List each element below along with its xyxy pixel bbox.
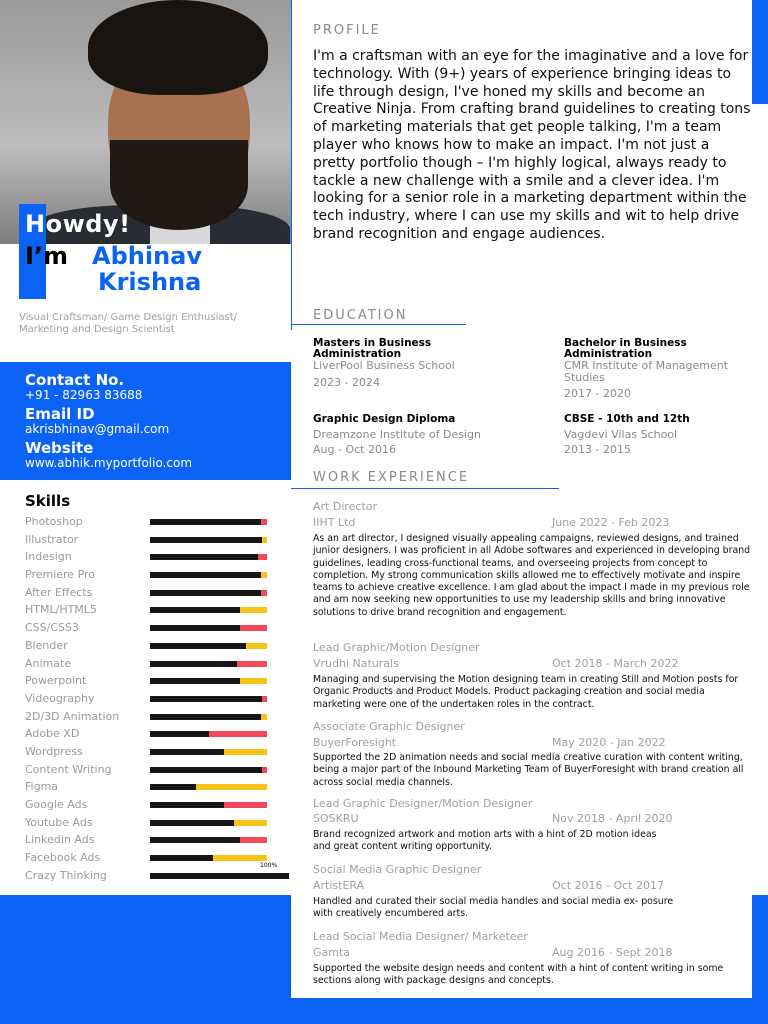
skill-bar (150, 873, 267, 879)
skill-bar-fill (150, 625, 240, 631)
education-item (564, 414, 764, 456)
skill-bar-fill (150, 855, 213, 861)
skill-bar-fill (150, 820, 234, 826)
job-dates: June 2022 - Feb 2023 (552, 516, 670, 529)
skill-name: Facebook Ads (25, 851, 101, 865)
skill-bar (150, 554, 267, 560)
greeting: Howdy! (25, 210, 131, 238)
skill-bar (150, 837, 267, 843)
skill-row (25, 548, 291, 566)
skill-bar-fill (150, 873, 289, 879)
skill-bar (150, 731, 267, 737)
website-label: Website (25, 439, 94, 457)
skill-row (25, 796, 291, 814)
years: 2013 - 2015 (564, 442, 631, 456)
job-role: Associate Graphic Designer (313, 720, 465, 733)
years: Aug - Oct 2016 (313, 442, 396, 456)
job-description: Supported the 2D animation needs and social media creative curation with content writing, being a major part of the Inbound Marketing Team of BuyerForesight with brand creation all across social media channels. (313, 752, 744, 788)
skill-row (25, 584, 291, 602)
skill-bar-fill (150, 678, 240, 684)
job-company: IIHT Ltd (313, 516, 356, 529)
skill-row (25, 531, 291, 549)
email-link[interactable]: akrisbhinav@gmail.com (25, 422, 170, 436)
right-accent-strip (752, 0, 768, 104)
job-role: Lead Graphic Designer/Motion Designer (313, 797, 533, 810)
skill-bar-fill (150, 590, 261, 596)
education-underline (291, 324, 466, 325)
skills-list (25, 513, 291, 884)
job-description: Brand recognized artwork and motion arts with a hint of 2D motion ideas and great content writing opportunity. (313, 829, 657, 853)
degree: Graphic Design Diploma (313, 413, 456, 425)
skill-name: HTML/HTML5 (25, 603, 97, 617)
skill-bar-fill (150, 731, 209, 737)
skill-name: Blender (25, 638, 68, 652)
skill-bar (150, 714, 267, 720)
skill-name: Premiere Pro (25, 568, 96, 582)
skill-row (25, 708, 291, 726)
institute: Dreamzone Institute of Design (313, 428, 481, 441)
experience-title: WORK EXPERIENCE (313, 470, 470, 485)
skill-name: Illustrator (25, 532, 79, 546)
job-dates: Nov 2018 - April 2020 (552, 812, 673, 825)
skill-bar (150, 767, 267, 773)
job-role: Social Media Graphic Designer (313, 863, 482, 876)
skill-row (25, 761, 291, 779)
skill-bar (150, 820, 267, 826)
degree: CBSE - 10th and 12th (564, 413, 690, 425)
degree: Masters in Business Administration (313, 337, 432, 360)
skill-bar (150, 661, 267, 667)
job-dates: Oct 2018 - March 2022 (552, 657, 679, 670)
im-text: I’m (25, 242, 69, 270)
skill-row (25, 601, 291, 619)
skill-bar (150, 625, 267, 631)
skill-bar-fill (150, 784, 196, 790)
skill-bar-fill (150, 537, 262, 543)
skill-row (25, 655, 291, 673)
skill-bar (150, 572, 267, 578)
last-name: Krishna (98, 268, 202, 296)
skill-bar (150, 537, 267, 543)
skill-bar (150, 855, 267, 861)
phone-label: Contact No. (25, 371, 125, 389)
tagline: Visual Craftsman/ Game Design Enthusiast/ Marketing and Design Scientist (19, 312, 238, 335)
skill-bar (150, 749, 267, 755)
skill-bar-fill (150, 607, 240, 613)
skill-row (25, 566, 291, 584)
skill-name: Content Writing (25, 762, 112, 776)
skill-name: Google Ads (25, 798, 88, 811)
skill-bar-fill (150, 837, 240, 843)
job-company: SOSKRU (313, 812, 359, 825)
experience-underline (291, 488, 559, 489)
skill-row (25, 849, 291, 867)
skill-name: Linkedin Ads (25, 833, 95, 847)
job-company: Vrudhi Naturals (313, 657, 399, 670)
first-name: Abhinav (92, 242, 202, 270)
years: 2023 - 2024 (313, 375, 380, 389)
phone-value: +91 - 82963 83688 (25, 388, 143, 402)
skill-bar-fill (150, 572, 261, 578)
skill-bar-fill (150, 643, 246, 649)
skill-name: Wordpress (25, 744, 83, 758)
job-company: BuyerForesight (313, 736, 397, 749)
crazy-thinking-note: 100% (260, 862, 278, 869)
job-role: Art Director (313, 500, 378, 513)
skill-name: Powerpoint (25, 674, 87, 688)
education-item (313, 414, 513, 456)
profile-text: I'm a craftsman with an eye for the imaginative and a love for technology. With (9+) years of experience bringing ideas to life through design, I've honed my skills and become an Creative Ninja. From crafting brand guidelines to creating tons of marketing materials that get people talking, I'm a team player who knows how to make an impact. I'm not just a pretty portfolio though – I'm highly logical, always ready to tackle a new challenge with a smile and a clever idea. I'm looking for a senior role in a marketing department within the tech industry, where I can use my skills and wit to help drive brand recognition and engage audiences. (313, 48, 751, 242)
skill-row (25, 637, 291, 655)
job-description: Supported the website design needs and content with a hint of content writing in some sections along with package designs and concepts. (313, 963, 724, 987)
job-dates: Oct 2016 - Oct 2017 (552, 879, 664, 892)
skill-bar (150, 590, 267, 596)
institute: CMR Institute of Management Studies (564, 359, 729, 384)
skill-bar-fill (150, 519, 261, 525)
skill-row (25, 619, 291, 637)
job-description: Handled and curated their social media handles and social media ex- posure with creatively encumbered arts. (313, 896, 674, 920)
institute: LiverPool Business School (313, 359, 455, 372)
skill-name: CSS/CSS3 (25, 621, 79, 635)
years: 2017 - 2020 (564, 387, 631, 400)
job-description: As an art director, I designed visually appealing campaigns, reviewed designs, and trained junior designers. I was proficient in all Adobe softwares and experienced in developing brand guidelines, leading cross-functional teams, and overseeing projects from concept to completion. My strong communication skills allowed me to effectively motivate and inspire teams to achieve creative excellence. I am glad about the impact I made in my previous role and am now seeking new opportunities to use my leadership skills and bring innovative solutions to drive brand recognition and engagement. (313, 533, 751, 618)
job-company: Gamta (313, 946, 351, 959)
skill-bar-fill (150, 661, 237, 667)
job-company: ArtistERA (313, 879, 365, 892)
skill-name: Indesign (25, 550, 72, 564)
skill-bar-fill (150, 696, 262, 702)
skill-bar (150, 643, 267, 649)
education-title: EDUCATION (313, 308, 408, 323)
skill-name: 2D/3D Animation (25, 709, 120, 723)
skill-bar (150, 519, 267, 525)
degree: Bachelor in Business Administration (564, 337, 687, 360)
email-label: Email ID (25, 405, 95, 423)
skill-bar (150, 678, 267, 684)
education-item (313, 338, 513, 389)
education-item (564, 338, 764, 400)
skill-name: Adobe XD (25, 727, 80, 741)
skill-name: After Effects (25, 585, 93, 599)
skill-row (25, 831, 291, 849)
skill-row (25, 778, 291, 796)
institute: Vagdevi Vilas School (564, 428, 678, 441)
skill-bar (150, 696, 267, 702)
skill-name: Videography (25, 691, 95, 705)
skill-bar-fill (150, 714, 261, 720)
website-link[interactable]: www.abhik.myportfolio.com (25, 456, 193, 470)
skill-row (25, 867, 291, 885)
skill-bar-fill (150, 767, 262, 773)
panel-divider (291, 0, 292, 330)
skill-bar (150, 784, 267, 790)
skill-bar (150, 607, 267, 613)
skill-row (25, 725, 291, 743)
skill-name: Photoshop (25, 515, 83, 528)
contact-block (0, 362, 291, 480)
skill-bar-fill (150, 802, 224, 808)
job-dates: Aug 2016 - Sept 2018 (552, 946, 673, 959)
skill-name: Figma (25, 780, 59, 794)
job-role: Lead Social Media Designer/ Marketeer (313, 930, 528, 943)
skills-title: Skills (25, 492, 71, 510)
job-role: Lead Graphic/Motion Designer (313, 641, 480, 654)
skill-row (25, 690, 291, 708)
skill-bar-fill (150, 749, 224, 755)
profile-title: PROFILE (313, 23, 381, 38)
job-description: Managing and supervising the Motion designing team in creating Still and Motion posts for Organic Products and Product Models. Product packaging creation and social media marketing were one of the undertaken roles in the contract. (313, 674, 739, 710)
job-dates: May 2020 - Jan 2022 (552, 736, 666, 749)
skill-row (25, 743, 291, 761)
skill-bar-fill (150, 554, 258, 560)
skill-row (25, 513, 291, 531)
skill-bar (150, 802, 267, 808)
skill-name: Animate (25, 656, 72, 670)
skill-name: Youtube Ads (25, 815, 93, 829)
skill-row (25, 814, 291, 832)
skill-row (25, 672, 291, 690)
skill-name: Crazy Thinking (25, 868, 107, 882)
